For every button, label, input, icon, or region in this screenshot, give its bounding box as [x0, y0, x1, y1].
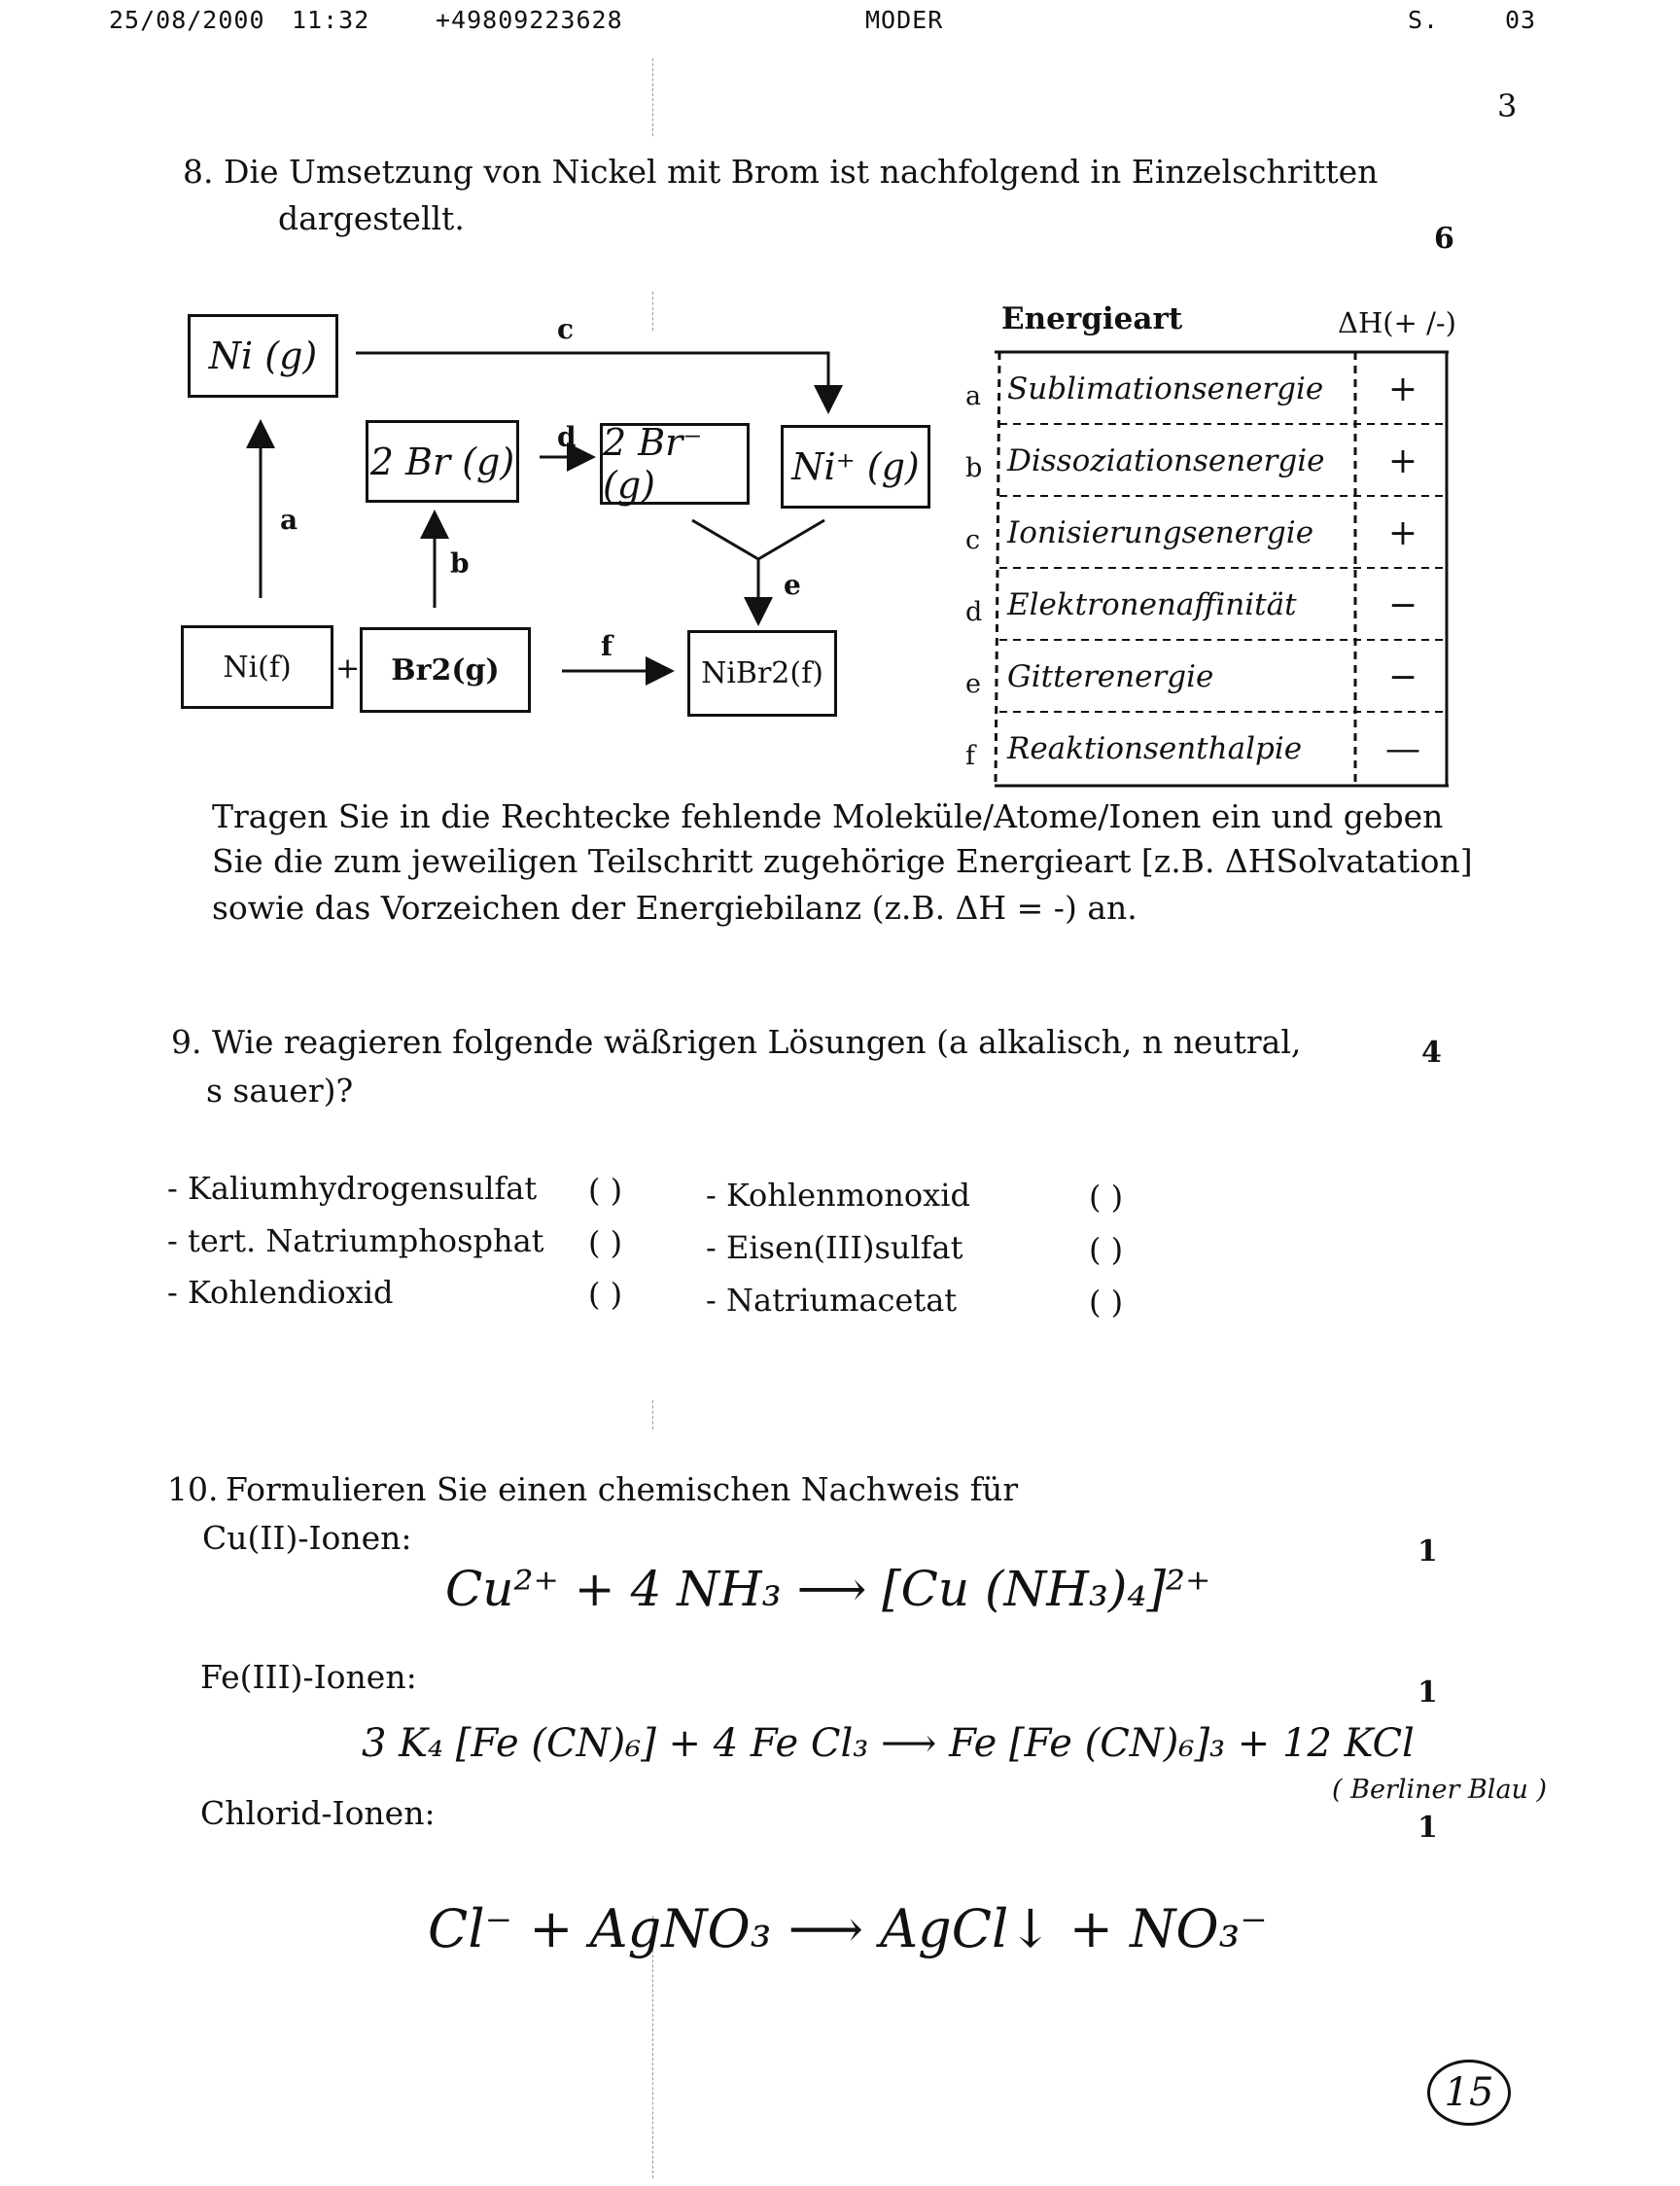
box-ni-solid: Ni(f)	[181, 625, 333, 709]
q9-title-line1: Wie reagieren folgende wäßrigen Lösungen (a alkalisch, n neutral,	[212, 1023, 1302, 1061]
box-br2: Br2(g)	[360, 627, 531, 713]
fax-page-number: 03	[1505, 6, 1537, 34]
cu-label: Cu(II)-Ionen:	[202, 1519, 412, 1557]
cl-points: 1	[1418, 1811, 1438, 1845]
fold-line	[652, 1400, 653, 1429]
table-row-label: d	[965, 597, 983, 627]
plus-sign: +	[335, 652, 361, 686]
answer-parentheses[interactable]: ( )	[588, 1276, 623, 1313]
table-sign-entry: −	[1387, 585, 1418, 625]
answer-parentheses[interactable]: ( )	[588, 1172, 623, 1209]
table-row-label: b	[965, 453, 983, 483]
step-label-c: c	[557, 313, 575, 345]
box-2br-minus: 2 Br⁻ (g)	[600, 423, 750, 505]
table-sign-entry: +	[1387, 513, 1418, 553]
table-header-energy: Energieart	[1001, 301, 1183, 336]
box-ni-gas: Ni (g)	[188, 314, 338, 398]
fe-label: Fe(III)-Ionen:	[200, 1658, 417, 1696]
table-sign-entry: −	[1387, 657, 1418, 697]
fe-note: ( Berliner Blau )	[1332, 1775, 1548, 1805]
q10-title: Formulieren Sie einen chemischen Nachweis für	[226, 1470, 1019, 1508]
table-energy-entry: Gitterenergie	[1007, 659, 1214, 694]
q8-title-line2: dargestellt.	[278, 199, 465, 237]
step-label-e: e	[784, 569, 801, 601]
q10-number: 10.	[167, 1470, 219, 1508]
answer-parentheses[interactable]: ( )	[1089, 1284, 1124, 1321]
answer-parentheses[interactable]: ( )	[1089, 1179, 1124, 1216]
table-sign-entry: +	[1387, 441, 1418, 481]
answer-parentheses[interactable]: ( )	[588, 1224, 623, 1261]
box-ni-plus: Ni⁺ (g)	[781, 425, 930, 509]
q8-title-line1: Die Umsetzung von Nickel mit Brom ist nachfolgend in Einzelschritten	[224, 153, 1379, 191]
fax-page-label: S.	[1408, 6, 1440, 34]
box-2br-gas: 2 Br (g)	[366, 420, 519, 503]
table-energy-entry: Elektronenaffinität	[1007, 587, 1297, 622]
table-row-label: e	[965, 669, 981, 699]
table-row-label: f	[965, 741, 975, 771]
step-label-d: d	[557, 421, 577, 453]
table-energy-entry: Reaktionsenthalpie	[1007, 731, 1303, 766]
cl-equation: Cl⁻ + AgNO₃ ⟶ AgCl↓ + NO₃⁻	[428, 1898, 1268, 1959]
salt-item: - Kohlendioxid	[167, 1274, 394, 1311]
q9-number: 9.	[171, 1023, 202, 1061]
q8-instruction-line3: sowie das Vorzeichen der Energiebilanz (z.B. ΔH = -) an.	[212, 889, 1138, 927]
table-energy-entry: Sublimationsenergie	[1007, 371, 1324, 406]
salt-item: - Kohlenmonoxid	[706, 1177, 970, 1214]
fe-points: 1	[1418, 1675, 1438, 1710]
q8-points: 6	[1434, 222, 1454, 256]
salt-item: - Kaliumhydrogensulfat	[167, 1170, 538, 1207]
step-label-a: a	[280, 504, 298, 536]
box-nibr2: NiBr2(f)	[687, 630, 837, 717]
step-label-f: f	[601, 630, 613, 662]
total-score: 15	[1427, 2060, 1511, 2126]
table-row-label: a	[965, 381, 982, 411]
q9-points: 4	[1421, 1036, 1442, 1070]
fax-sender: MODER	[865, 6, 944, 34]
cu-points: 1	[1418, 1534, 1438, 1569]
salt-item: - Natriumacetat	[706, 1282, 958, 1319]
table-energy-entry: Ionisierungsenergie	[1007, 515, 1314, 550]
table-header-sign: ΔH(+ /-)	[1338, 306, 1456, 339]
page-number: 3	[1497, 88, 1518, 124]
table-row-label: c	[965, 525, 981, 555]
table-sign-entry: —	[1385, 729, 1420, 769]
cl-label: Chlorid-Ionen:	[200, 1794, 436, 1832]
step-label-b: b	[450, 547, 470, 580]
q8-number: 8.	[183, 153, 214, 191]
salt-item: - tert. Natriumphosphat	[167, 1222, 544, 1259]
salt-item: - Eisen(III)sulfat	[706, 1229, 963, 1266]
table-sign-entry: +	[1387, 370, 1418, 409]
cu-equation: Cu²⁺ + 4 NH₃ ⟶ [Cu (NH₃)₄]²⁺	[445, 1561, 1211, 1617]
fax-date: 25/08/2000	[109, 6, 265, 34]
fax-phone: +49809223628	[436, 6, 623, 34]
q9-title-line2: s sauer)?	[206, 1072, 354, 1110]
table-energy-entry: Dissoziationsenergie	[1007, 443, 1325, 478]
fax-time: 11:32	[292, 6, 370, 34]
answer-parentheses[interactable]: ( )	[1089, 1231, 1124, 1268]
q8-instruction-line1: Tragen Sie in die Rechtecke fehlende Moleküle/Atome/Ionen ein und geben	[212, 797, 1444, 835]
fe-equation: 3 K₄ [Fe (CN)₆] + 4 Fe Cl₃ ⟶ Fe [Fe (CN)₆]₃ + 12 KCl	[362, 1721, 1415, 1766]
q8-instruction-line2: Sie die zum jeweiligen Teilschritt zugehörige Energieart [z.B. ΔHSolvatation]	[212, 842, 1473, 880]
